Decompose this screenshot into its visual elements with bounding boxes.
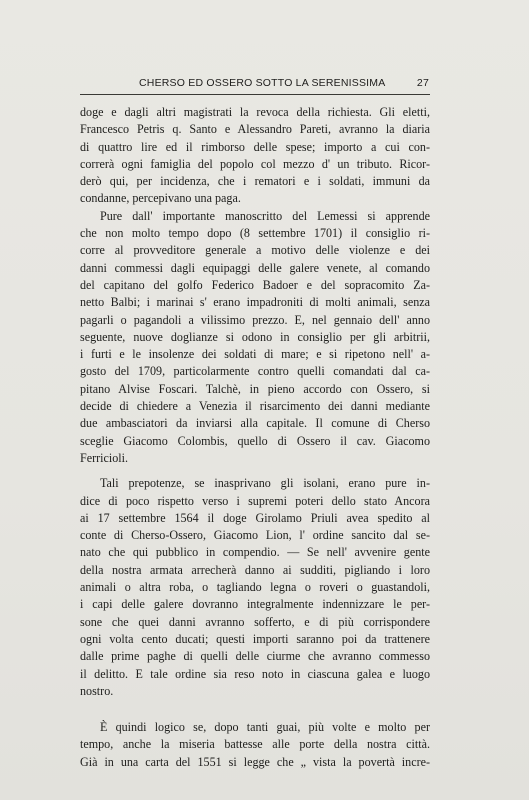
text-line: del capitano del golfo Federico Badoer e del sopracomito Za- bbox=[80, 277, 430, 292]
text-line: due ambasciatori da inviarsi alla capitale. Il comune di Cherso bbox=[80, 416, 430, 431]
text-line: dalle prime paghe di quelli delle ciurme che avranno commesso bbox=[80, 649, 430, 664]
paragraph-spacer bbox=[80, 700, 430, 719]
text-line: netto Balbi; i marinai s' erano impadroniti di molti animali, senza bbox=[80, 295, 430, 310]
text-line: danni commessi dagli equipaggi delle galere venete, al comando bbox=[80, 260, 430, 275]
text-line: È quindi logico se, dopo tanti guai, più volte e molto per bbox=[100, 720, 430, 735]
text-line: i capi delle galere dovranno integralmente indennizzare le per- bbox=[80, 597, 430, 612]
body-text bbox=[80, 104, 430, 771]
text-line: di quattro lire ed il rimborso delle spese; importo a cui con- bbox=[80, 139, 430, 154]
text-line: pitano Alvise Foscari. Talchè, in pieno accordo con Ossero, si bbox=[80, 381, 430, 396]
text-line: ogni volta cento ducati; questi importi saranno poi da trattenere bbox=[80, 631, 430, 646]
text-line: tempo, anche la miseria battesse alle porte della nostra città. bbox=[80, 737, 430, 752]
header-rule bbox=[80, 94, 430, 95]
text-line: sceglie Giacomo Colombis, quello di Ossero il cav. Giacomo bbox=[80, 433, 430, 448]
text-line: della nostra armata arrecherà danno ai sudditi, pigliando i loro bbox=[80, 562, 430, 577]
text-line: Ferricioli. bbox=[80, 450, 129, 465]
text-line: corre al provveditore generale a motivo delle violenze e dei bbox=[80, 243, 430, 258]
paragraph-spacer bbox=[80, 467, 430, 475]
text-line: ai 17 settembre 1564 il doge Girolamo Priuli avea spedito al bbox=[80, 510, 430, 525]
text-line: animali o altra roba, o tagliando legna o roveri o guastandoli, bbox=[80, 580, 430, 595]
text-line: Pure dall' importante manoscritto del Lemessi si apprende bbox=[100, 208, 430, 223]
paragraph-1 bbox=[80, 104, 430, 208]
text-line: Francesco Petris q. Santo e Alessandro Pareti, avranno la diaria bbox=[80, 122, 430, 137]
page-number: 27 bbox=[416, 77, 429, 89]
text-line: conte di Cherso-Ossero, Giacomo Lion, l' ordine sancito dal se- bbox=[80, 528, 430, 543]
text-line: dice di poco rispetto verso i supremi poteri dello stato Ancora bbox=[80, 493, 430, 508]
text-line: il delitto. E tale ordine sia reso noto in ciascuna galea e luogo bbox=[80, 666, 430, 681]
paragraph-3 bbox=[80, 475, 430, 700]
text-line: derò qui, per incidenza, che i rematori e i soldati, immuni da bbox=[80, 174, 430, 189]
text-line: i furti e le insolenze dei soldati di mare; e si ripetono nell' a- bbox=[80, 347, 430, 362]
running-header bbox=[80, 76, 430, 90]
text-line: seguente, nuove doglianze si odono in consiglio per gli arbitrii, bbox=[80, 329, 430, 344]
text-line: Tali prepotenze, se inasprivano gli isolani, erano pure in- bbox=[100, 476, 430, 491]
paragraph-4 bbox=[80, 719, 430, 771]
text-line: condanne, percepivano una paga. bbox=[80, 191, 241, 206]
text-line: pagarli o pagandoli a vilissimo prezzo. E, nel gennaio dell' anno bbox=[80, 312, 430, 327]
paragraph-2 bbox=[80, 208, 430, 467]
text-line: nato che qui pubblico in compendio. — Se nell' avvenire gente bbox=[80, 545, 430, 560]
text-line: che non molto tempo dopo (8 settembre 1701) il consiglio ri- bbox=[80, 226, 430, 241]
text-line: doge e dagli altri magistrati la revoca della richiesta. Gli eletti, bbox=[80, 105, 430, 119]
text-line: sone che quei danni avranno sofferto, e di più corrispondere bbox=[80, 614, 430, 629]
text-line: Già in una carta del 1551 si legge che „ vista la povertà incre- bbox=[80, 754, 430, 769]
text-line: gosto del 1709, particolarmente contro quelli comandati dal ca- bbox=[80, 364, 430, 379]
text-line: nostro. bbox=[80, 683, 114, 698]
running-title: CHERSO ED OSSERO SOTTO LA SERENISSIMA bbox=[139, 77, 386, 89]
text-line: decide di chiedere a Venezia il risarcimento dei danni mediante bbox=[80, 399, 430, 414]
text-line: correrà ogni famiglia del popolo col mezzo d' un tributo. Ricor- bbox=[80, 156, 430, 171]
